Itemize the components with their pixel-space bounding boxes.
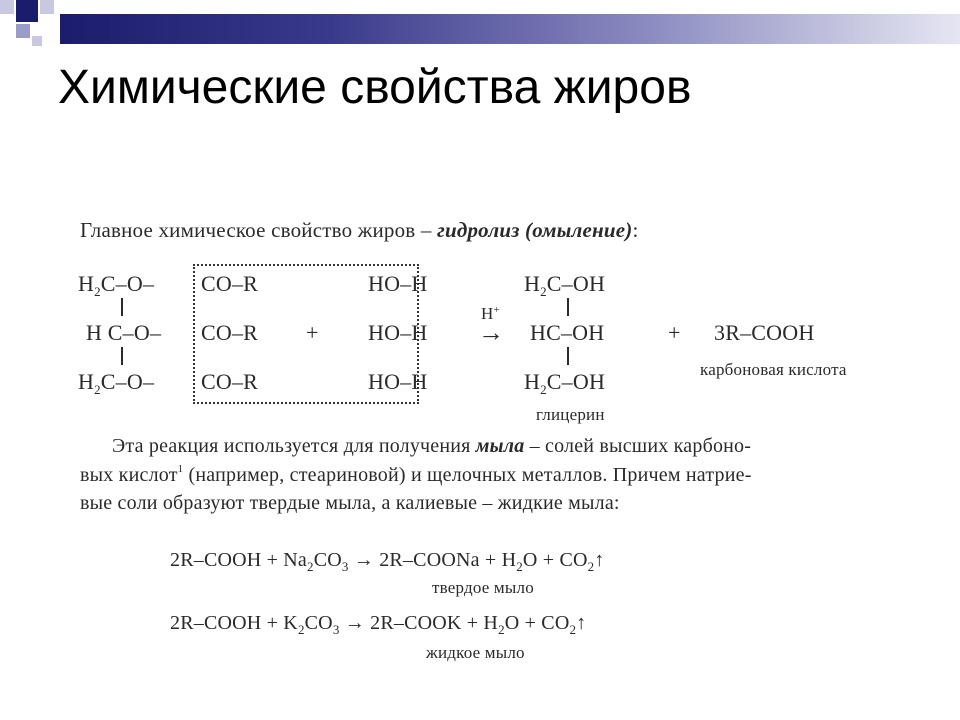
eq1-s1: 2 bbox=[307, 559, 314, 574]
triglyceride-row-1 bbox=[78, 271, 154, 297]
eq1-s4: 2 bbox=[587, 559, 595, 574]
eq1-p1: 2R–COOH + Na bbox=[170, 549, 308, 571]
water-3-ho: HO bbox=[368, 369, 401, 394]
triglyceride-row-2 bbox=[86, 320, 161, 346]
eq2-p3: → 2R–COOK + H bbox=[339, 612, 499, 634]
gl-bond-1 bbox=[567, 298, 569, 316]
glycerol-row-3 bbox=[524, 369, 605, 395]
plus-sign-1: + bbox=[306, 320, 319, 345]
eq2-s2: 3 bbox=[332, 622, 340, 637]
paragraph-line-2 bbox=[80, 464, 752, 487]
intro-text: Главное химическое свойство жиров – bbox=[80, 218, 438, 242]
acid-label: карбоновая кислота bbox=[700, 360, 847, 379]
tg-bond-1 bbox=[121, 298, 123, 316]
para-l1-b: – солей высших карбоно- bbox=[524, 435, 752, 457]
tg-r1-h: H bbox=[78, 271, 95, 296]
water-1-ho: HO bbox=[368, 271, 401, 296]
intro-line bbox=[80, 218, 639, 243]
corner-square-4 bbox=[16, 24, 30, 38]
tg-r3-h: H bbox=[78, 369, 95, 394]
tg-r3-sub: 2 bbox=[94, 382, 101, 397]
eq1-s3: 2 bbox=[516, 559, 523, 574]
slide-title: Химические свойства жиров bbox=[58, 61, 692, 114]
paragraph-line-1 bbox=[112, 435, 751, 458]
glycerol-row-2: HC–OH bbox=[530, 320, 605, 345]
reaction-arrow: → bbox=[478, 318, 505, 347]
acid-formula: 3R–COOH bbox=[714, 320, 815, 345]
gl-r3-h: H bbox=[524, 369, 541, 394]
eq2-s3: 2 bbox=[498, 622, 505, 637]
gl-bond-2 bbox=[567, 347, 569, 365]
eq1-gas-arrow: ↑ bbox=[594, 549, 605, 571]
paragraph-line-3: вые соли образуют твердые мыла, а калиевые – жидкие мыла: bbox=[80, 492, 620, 514]
gl-r1-sub: 2 bbox=[540, 284, 547, 299]
para-l1-a: Эта реакция используется для получения bbox=[112, 435, 476, 457]
gl-r1-rest: C–OH bbox=[546, 271, 606, 296]
glycerol-row-1 bbox=[524, 271, 605, 297]
corner-square-3 bbox=[40, 0, 54, 14]
catalyst-h: H bbox=[481, 304, 494, 323]
water-1 bbox=[368, 271, 427, 297]
eq2-s4: 2 bbox=[569, 622, 577, 637]
triglyceride-row-3 bbox=[78, 369, 154, 395]
corner-square-1 bbox=[0, 0, 14, 14]
acyl-2: CO–R bbox=[201, 320, 259, 345]
eq2-s1: 2 bbox=[297, 622, 305, 637]
gl-r1-h: H bbox=[524, 271, 541, 296]
acyl-1: CO–R bbox=[201, 271, 259, 296]
para-footnote-mark: 1 bbox=[177, 463, 184, 475]
water-3 bbox=[368, 369, 427, 395]
gl-r3-sub: 2 bbox=[540, 382, 547, 397]
intro-colon: : bbox=[632, 218, 639, 242]
para-l2-b: (например, стеариновой) и щелочных металлов. Причем натрие- bbox=[183, 464, 752, 486]
tg-r1-rest: C–O– bbox=[100, 271, 155, 296]
eq1-s2: 3 bbox=[341, 559, 349, 574]
equation-potassium bbox=[170, 612, 586, 635]
corner-square-2 bbox=[16, 0, 38, 22]
eq1-p2: CO bbox=[313, 549, 342, 571]
title-gradient-band bbox=[60, 14, 960, 44]
glycerol-label: глицерин bbox=[536, 405, 605, 424]
water-1-h: –H bbox=[400, 271, 428, 296]
water-2 bbox=[368, 320, 427, 346]
tg-bond-2 bbox=[121, 347, 123, 365]
water-2-h: –H bbox=[400, 320, 428, 345]
gl-r3-rest: C–OH bbox=[546, 369, 606, 394]
water-2-ho: HO bbox=[368, 320, 401, 345]
equation-sodium bbox=[170, 549, 605, 572]
para-l1-emph: мыла bbox=[475, 435, 525, 457]
tg-r2-text: H C–O– bbox=[86, 320, 162, 345]
eq2-p4: O + CO bbox=[504, 612, 570, 634]
eq2-gas-arrow: ↑ bbox=[576, 612, 587, 634]
equation-sodium-label: твердое мыло bbox=[432, 578, 534, 597]
eq2-p2: CO bbox=[304, 612, 333, 634]
eq1-p3: → 2R–COONa + H bbox=[348, 549, 517, 571]
eq2-p1: 2R–COOH + K bbox=[170, 612, 298, 634]
acyl-3: CO–R bbox=[201, 369, 259, 394]
catalyst-plus: + bbox=[493, 304, 500, 316]
tg-r3-rest: C–O– bbox=[100, 369, 155, 394]
intro-emphasis: гидролиз (омыление) bbox=[437, 218, 633, 242]
plus-sign-2: + bbox=[668, 320, 681, 345]
water-3-h: –H bbox=[400, 369, 428, 394]
tg-r1-sub: 2 bbox=[94, 284, 101, 299]
para-l2-a: вых кислот bbox=[80, 464, 178, 486]
eq1-p4: O + CO bbox=[522, 549, 588, 571]
equation-potassium-label: жидкое мыло bbox=[426, 643, 525, 662]
corner-square-5 bbox=[32, 36, 42, 46]
